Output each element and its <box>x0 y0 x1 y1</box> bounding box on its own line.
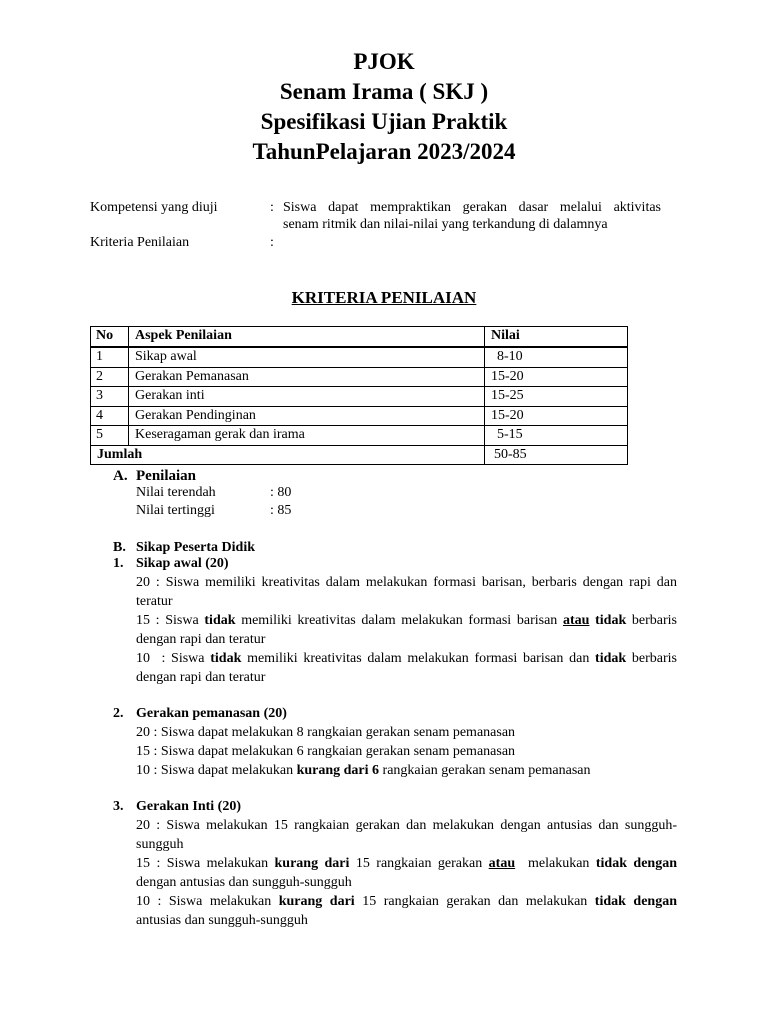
item-3-title: Gerakan Inti (20) <box>136 799 241 814</box>
row-aspek: Gerakan Pemanasan <box>129 367 485 387</box>
item-3-marker: 3. <box>113 799 124 814</box>
emphasis-text: tidak dengan <box>594 894 677 909</box>
row-aspek: Gerakan inti <box>129 387 485 407</box>
emphasis-text: tidak <box>595 651 627 666</box>
item-1-title: Sikap awal (20) <box>136 556 229 571</box>
text-run: berbaris dengan rapi dan teratur <box>136 651 677 685</box>
kriteria-separator: : <box>270 235 274 250</box>
total-value: 50-85 <box>485 445 628 465</box>
column-header-nilai: Nilai <box>485 327 628 348</box>
text-run: antusias dan sungguh-sungguh <box>136 913 308 928</box>
doc-title-topic: Senam Irama ( SKJ ) <box>279 79 489 104</box>
item-3-score-10 <box>136 892 677 930</box>
emphasis-text: tidak <box>204 613 236 628</box>
item-3-score-20: 20 : Siswa melakukan 15 rangkaian gerakan dan melakukan dengan antusias dan sungguh-sungguh <box>136 818 677 852</box>
emphasis-underline-text: atau <box>488 856 516 871</box>
text-run: 15 rangkaian gerakan dan melakukan <box>354 894 595 909</box>
item-1-marker: 1. <box>113 556 124 571</box>
kriteria-label: Kriteria Penilaian <box>90 235 190 250</box>
column-header-no: No <box>91 327 129 348</box>
text-run: 15 rangkaian gerakan <box>349 856 489 871</box>
row-aspek: Sikap awal <box>129 347 485 367</box>
row-nilai: 15-20 <box>485 406 628 426</box>
text-run: 15 : Siswa <box>136 613 205 628</box>
nilai-tertinggi-label: Nilai tertinggi <box>136 503 215 518</box>
text-run: memiliki kreativitas dalam melakukan formasi barisan <box>235 613 563 628</box>
item-1-score-10 <box>136 649 677 687</box>
emphasis-text: kurang dari <box>278 894 355 909</box>
item-2-score-20: 20 : Siswa dapat melakukan 8 rangkaian gerakan senam pemanasan <box>136 725 516 740</box>
emphasis-underline-text: atau <box>562 613 590 628</box>
item-2-score-10 <box>136 761 677 780</box>
table-row <box>91 426 628 446</box>
doc-title-spec: Spesifikasi Ujian Praktik <box>260 109 508 134</box>
text-run: rangkaian gerakan senam pemanasan <box>379 763 591 778</box>
text-run: 10 : Siswa dapat melakukan <box>136 763 297 778</box>
table-total-row <box>91 445 628 465</box>
item-2-marker: 2. <box>113 706 124 721</box>
row-nilai: 8-10 <box>485 347 628 367</box>
text-run: melakukan <box>515 856 596 871</box>
section-a-title: Penilaian <box>136 468 197 484</box>
nilai-tertinggi-value: : 85 <box>270 503 292 518</box>
total-label: Jumlah <box>91 445 485 465</box>
text-run: 10 : Siswa melakukan <box>136 894 279 909</box>
section-b-title: Sikap Peserta Didik <box>136 540 256 555</box>
row-nilai: 15-25 <box>485 387 628 407</box>
kompetensi-value-line1: Siswa dapat mempraktikan gerakan dasar melalui aktivitas <box>283 200 661 215</box>
row-nilai: 5-15 <box>485 426 628 446</box>
table-row <box>91 387 628 407</box>
kompetensi-value-line2: senam ritmik dan nilai-nilai yang terkandung di dalamnya <box>283 217 608 232</box>
row-no: 4 <box>91 406 129 426</box>
emphasis-text: tidak <box>595 613 627 628</box>
row-no: 1 <box>91 347 129 367</box>
kompetensi-label: Kompetensi yang diuji <box>90 200 218 215</box>
row-nilai: 15-20 <box>485 367 628 387</box>
text-run: 15 : Siswa melakukan <box>136 856 275 871</box>
emphasis-text: tidak <box>210 651 242 666</box>
table-row <box>91 347 628 367</box>
emphasis-text: kurang dari <box>274 856 350 871</box>
row-no: 2 <box>91 367 129 387</box>
table-header-row <box>91 327 628 348</box>
item-1-score-20: 20 : Siswa memiliki kreativitas dalam melakukan formasi barisan, berbaris dengan rapi dan teratur <box>136 575 677 609</box>
column-header-aspek: Aspek Penilaian <box>129 327 485 348</box>
row-aspek: Keseragaman gerak dan irama <box>129 426 485 446</box>
section-a-marker: A. <box>113 468 128 484</box>
emphasis-text: tidak dengan <box>595 856 677 871</box>
table-row <box>91 406 628 426</box>
row-no: 3 <box>91 387 129 407</box>
text-run: dengan antusias dan sungguh-sungguh <box>136 875 352 890</box>
item-2-title: Gerakan pemanasan (20) <box>136 706 287 721</box>
kompetensi-separator: : <box>270 200 274 215</box>
nilai-terendah-value: : 80 <box>270 485 292 500</box>
emphasis-text: kurang dari 6 <box>296 763 380 778</box>
item-3-score-15 <box>136 854 677 892</box>
criteria-table <box>90 326 628 465</box>
section-b-marker: B. <box>113 540 126 555</box>
row-aspek: Gerakan Pendinginan <box>129 406 485 426</box>
nilai-terendah-label: Nilai terendah <box>136 485 216 500</box>
text-run: 10 : Siswa <box>136 651 211 666</box>
criteria-heading: KRITERIA PENILAIAN <box>291 288 477 307</box>
table-row <box>91 367 628 387</box>
item-2-score-15: 15 : Siswa dapat melakukan 6 rangkaian gerakan senam pemanasan <box>136 744 516 759</box>
row-no: 5 <box>91 426 129 446</box>
doc-title-subject: PJOK <box>353 49 415 74</box>
item-1-score-15 <box>136 611 677 649</box>
text-run: berbaris dengan rapi dan teratur <box>136 613 678 647</box>
doc-title-year: TahunPelajaran 2023/2024 <box>252 139 516 164</box>
text-run: memiliki kreativitas dalam melakukan formasi barisan dan <box>241 651 596 666</box>
